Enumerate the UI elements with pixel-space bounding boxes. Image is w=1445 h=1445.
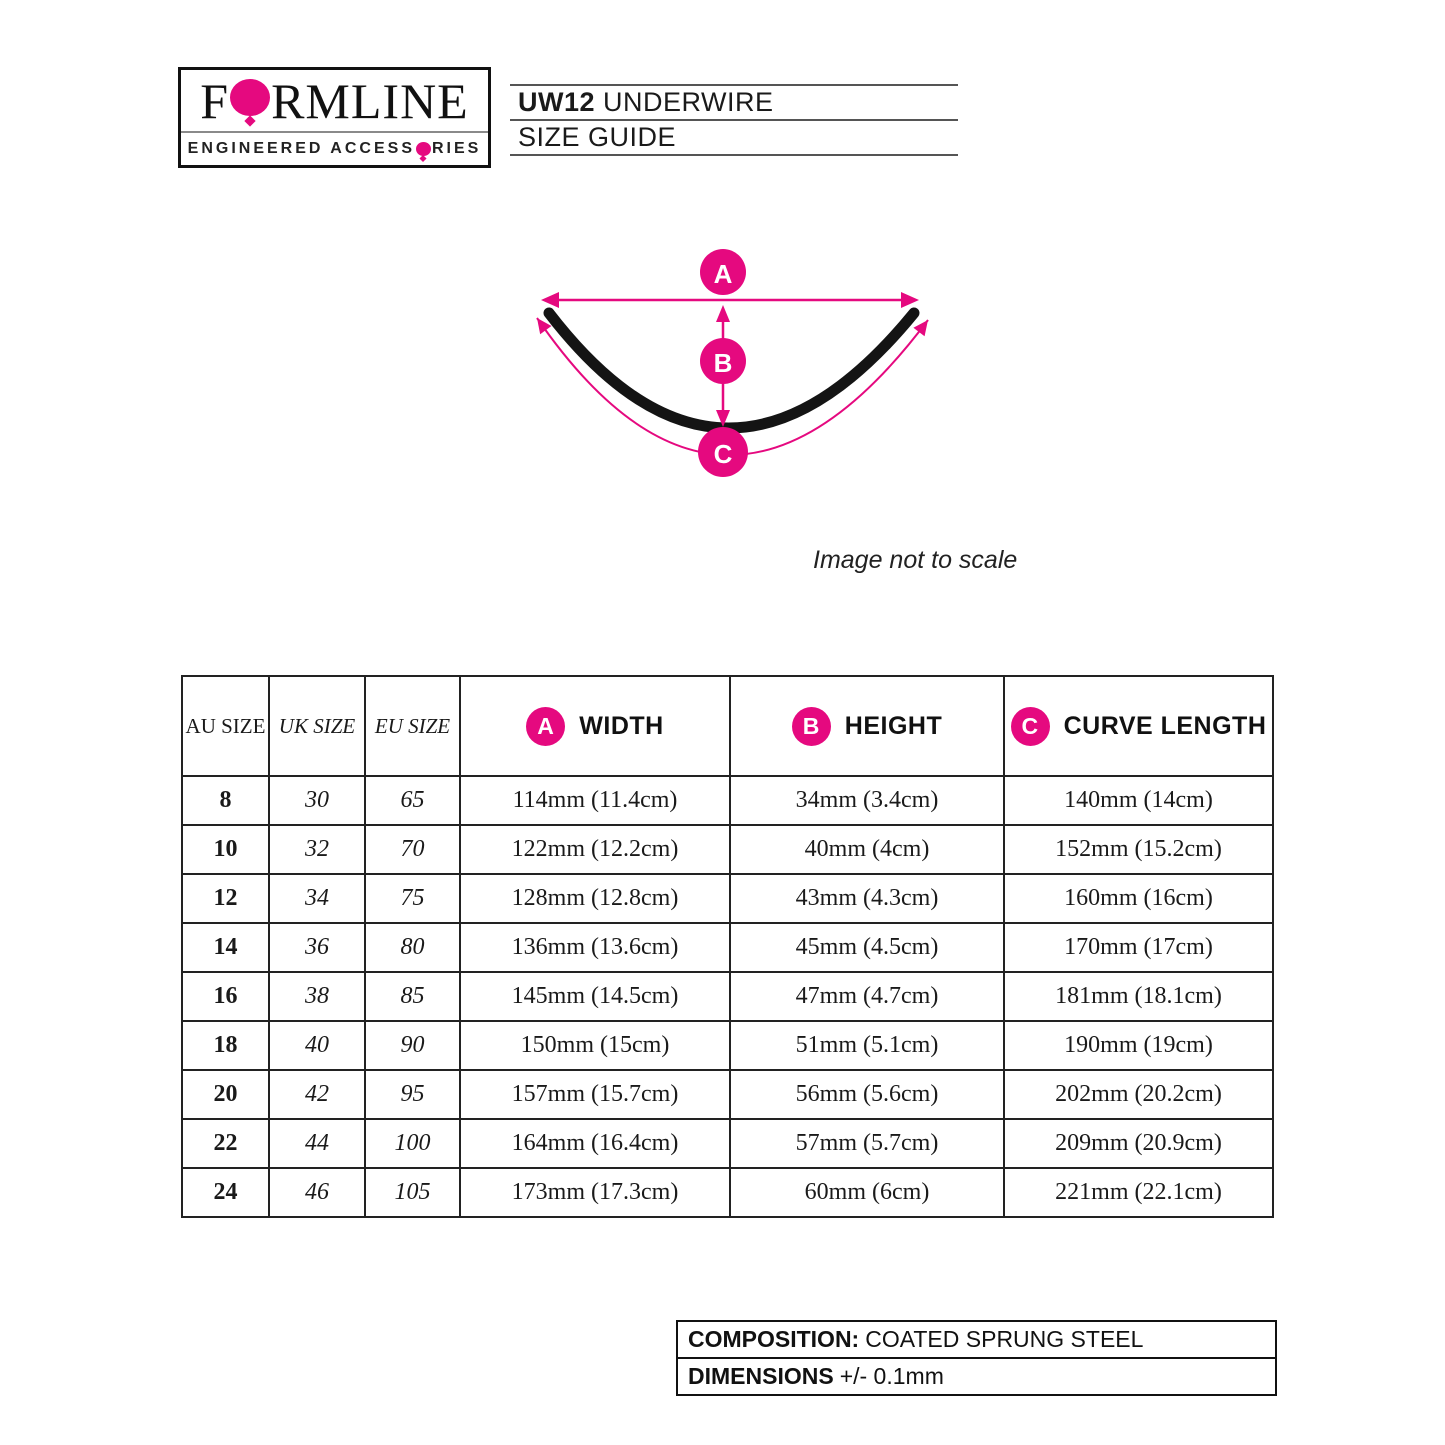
width-arrow (541, 292, 919, 308)
size-table-body (182, 776, 1273, 1217)
cell-width: 114mm (11.4cm) (460, 776, 730, 825)
label-c-badge (698, 427, 748, 477)
table-row (182, 1168, 1273, 1217)
cell-eu: 80 (365, 923, 460, 972)
cell-curve: 221mm (22.1cm) (1004, 1168, 1273, 1217)
cell-height: 60mm (6cm) (730, 1168, 1004, 1217)
badge-a-icon: A (526, 707, 565, 746)
header-width-label: WIDTH (579, 711, 664, 740)
brand-letters-rest: RMLINE (271, 73, 469, 129)
cell-curve: 140mm (14cm) (1004, 776, 1273, 825)
cell-au: 22 (182, 1119, 269, 1168)
cell-au: 16 (182, 972, 269, 1021)
cell-height: 43mm (4.3cm) (730, 874, 1004, 923)
cell-eu: 65 (365, 776, 460, 825)
tagline-text-post: RIES (431, 140, 482, 157)
cell-curve: 190mm (19cm) (1004, 1021, 1273, 1070)
cell-eu: 70 (365, 825, 460, 874)
table-row (182, 972, 1273, 1021)
cell-height: 51mm (5.1cm) (730, 1021, 1004, 1070)
cell-width: 164mm (16.4cm) (460, 1119, 730, 1168)
cell-width: 122mm (12.2cm) (460, 825, 730, 874)
composition-row (678, 1322, 1275, 1357)
diagram-caption: Image not to scale (813, 546, 1018, 574)
cell-height: 57mm (5.7cm) (730, 1119, 1004, 1168)
header-curve-length (1004, 676, 1273, 776)
cell-uk: 44 (269, 1119, 365, 1168)
cell-height: 45mm (4.5cm) (730, 923, 1004, 972)
size-table (181, 675, 1274, 1218)
table-row (182, 1070, 1273, 1119)
cell-eu: 90 (365, 1021, 460, 1070)
cell-height: 34mm (3.4cm) (730, 776, 1004, 825)
table-row (182, 825, 1273, 874)
cell-au: 12 (182, 874, 269, 923)
cell-eu: 85 (365, 972, 460, 1021)
spec-box (676, 1320, 1277, 1396)
cell-curve: 170mm (17cm) (1004, 923, 1273, 972)
balloon-o-icon (416, 142, 431, 156)
underwire-diagram (510, 235, 950, 485)
cell-uk: 38 (269, 972, 365, 1021)
cell-width: 136mm (13.6cm) (460, 923, 730, 972)
cell-curve: 160mm (16cm) (1004, 874, 1273, 923)
cell-curve: 202mm (20.2cm) (1004, 1070, 1273, 1119)
brand-tagline (188, 140, 482, 158)
cell-uk: 40 (269, 1021, 365, 1070)
cell-uk: 32 (269, 825, 365, 874)
dimensions-label: DIMENSIONS (688, 1363, 834, 1389)
cell-width: 173mm (17.3cm) (460, 1168, 730, 1217)
cell-uk: 46 (269, 1168, 365, 1217)
composition-label: COMPOSITION: (688, 1326, 860, 1352)
brand-letter-f: F (200, 73, 230, 129)
size-table-header-row (182, 676, 1273, 776)
cell-au: 8 (182, 776, 269, 825)
cell-width: 145mm (14.5cm) (460, 972, 730, 1021)
header-height (730, 676, 1004, 776)
cell-curve: 181mm (18.1cm) (1004, 972, 1273, 1021)
cell-width: 150mm (15cm) (460, 1021, 730, 1070)
table-row (182, 874, 1273, 923)
cell-uk: 30 (269, 776, 365, 825)
cell-eu: 75 (365, 874, 460, 923)
header-au-size: AU SIZE (182, 676, 269, 776)
document-title (510, 86, 958, 119)
dimensions-row (678, 1357, 1275, 1394)
tagline-text-pre: ENGINEERED ACCESS (187, 140, 415, 157)
balloon-o-icon (230, 79, 270, 116)
brand-logo (178, 67, 491, 168)
cell-curve: 152mm (15.2cm) (1004, 825, 1273, 874)
title-rule-bottom (510, 154, 958, 156)
label-c-text: C (713, 439, 733, 469)
title-block (510, 84, 958, 156)
cell-uk: 42 (269, 1070, 365, 1119)
cell-au: 14 (182, 923, 269, 972)
cell-curve: 209mm (20.9cm) (1004, 1119, 1273, 1168)
cell-au: 20 (182, 1070, 269, 1119)
document-subtitle: SIZE GUIDE (518, 122, 677, 152)
badge-c-icon: C (1011, 707, 1050, 746)
cell-height: 56mm (5.6cm) (730, 1070, 1004, 1119)
cell-height: 47mm (4.7cm) (730, 972, 1004, 1021)
header-width (460, 676, 730, 776)
dimensions-value: +/- 0.1mm (839, 1363, 944, 1389)
label-b-badge (700, 338, 746, 384)
cell-eu: 95 (365, 1070, 460, 1119)
cell-width: 128mm (12.8cm) (460, 874, 730, 923)
cell-au: 18 (182, 1021, 269, 1070)
cell-width: 157mm (15.7cm) (460, 1070, 730, 1119)
table-row (182, 923, 1273, 972)
header-height-label: HEIGHT (844, 711, 943, 740)
label-a-badge (700, 249, 746, 295)
cell-uk: 36 (269, 923, 365, 972)
cell-au: 24 (182, 1168, 269, 1217)
product-name: UNDERWIRE (603, 87, 774, 117)
header-curve-label: CURVE LENGTH (1063, 711, 1267, 740)
composition-value: COATED SPRUNG STEEL (865, 1326, 1144, 1352)
table-row (182, 1119, 1273, 1168)
cell-height: 40mm (4cm) (730, 825, 1004, 874)
cell-au: 10 (182, 825, 269, 874)
brand-wordmark (200, 72, 468, 130)
cell-uk: 34 (269, 874, 365, 923)
product-code: UW12 (518, 87, 596, 117)
table-row (182, 1021, 1273, 1070)
label-b-text: B (713, 348, 733, 378)
badge-b-icon: B (792, 707, 831, 746)
table-row (182, 776, 1273, 825)
label-a-text: A (713, 259, 733, 289)
cell-eu: 105 (365, 1168, 460, 1217)
header-eu-size: EU SIZE (365, 676, 460, 776)
cell-eu: 100 (365, 1119, 460, 1168)
logo-divider (181, 131, 488, 133)
header-uk-size: UK SIZE (269, 676, 365, 776)
